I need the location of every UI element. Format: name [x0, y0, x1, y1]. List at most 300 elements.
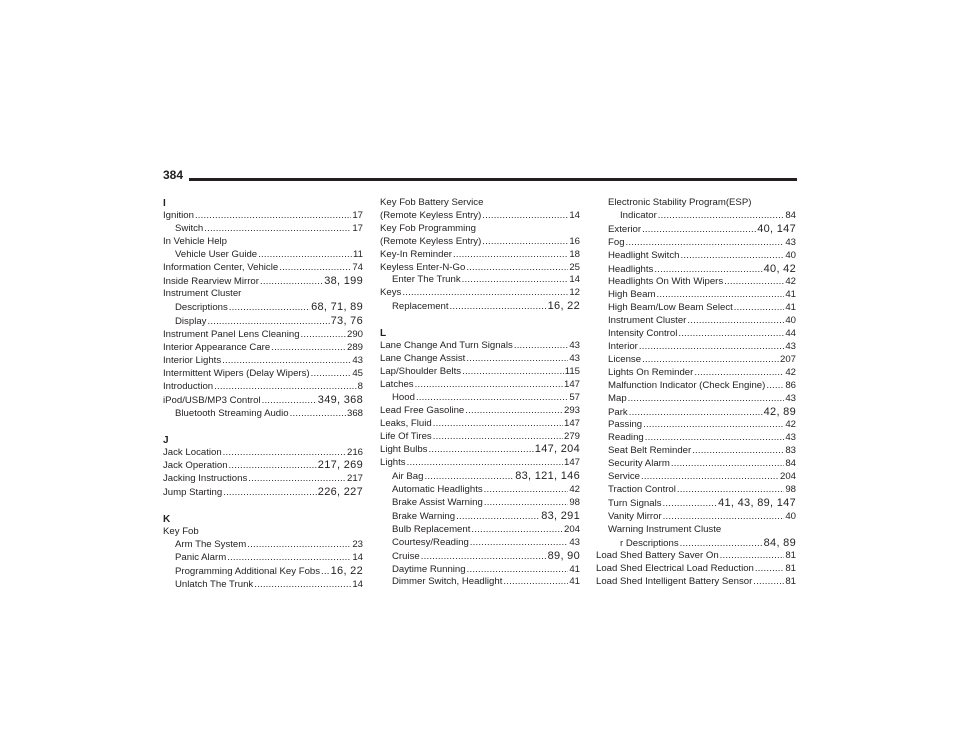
- entry-pages: 81: [785, 563, 796, 575]
- index-entry: [380, 274, 580, 287]
- entry-pages: 43: [569, 353, 580, 365]
- entry-pages: 84: [785, 209, 796, 221]
- index-column-1: [163, 197, 363, 592]
- entry-term: Introduction: [163, 380, 214, 392]
- entry-term: Reading: [608, 432, 644, 444]
- entry-term: High Beam/Low Beam Select: [608, 302, 733, 314]
- entry-pages: 57: [569, 391, 580, 403]
- index-entry: [596, 328, 796, 341]
- index-entry: [596, 406, 796, 420]
- entry-term: Bulb Replacement: [392, 523, 471, 535]
- entry-term: Courtesy/Reading: [392, 536, 469, 548]
- entry-term: Lap/Shoulder Belts: [380, 365, 462, 377]
- entry-pages: 147: [563, 378, 580, 390]
- entry-pages: 16, 22: [330, 564, 363, 577]
- entry-pages: 14: [569, 209, 580, 221]
- index-column-3: [596, 197, 796, 589]
- entry-pages: 43: [785, 236, 796, 248]
- entry-term: Indicator: [620, 209, 657, 221]
- entry-term: Key-In Reminder: [380, 248, 452, 260]
- entry-pages: 23: [352, 539, 363, 551]
- entry-term: Lights: [380, 457, 406, 469]
- entry-term: (Remote Keyless Entry): [380, 209, 482, 221]
- entry-pages: 41, 43, 89, 147: [718, 496, 796, 509]
- index-entry: [596, 419, 796, 432]
- dot-leader: [503, 576, 568, 589]
- entry-pages: 349, 368: [317, 393, 363, 406]
- dot-leader: [271, 342, 346, 355]
- index-entry: [596, 341, 796, 354]
- index-entry: [380, 497, 580, 510]
- entry-pages: 44: [785, 328, 796, 340]
- entry-term: Intermittent Wipers (Delay Wipers): [163, 367, 310, 379]
- dot-leader: [290, 408, 346, 421]
- entry-pages: 17: [352, 210, 363, 221]
- entry-term: (Remote Keyless Entry): [380, 235, 482, 247]
- dot-leader: [248, 473, 346, 486]
- entry-term: Passing: [608, 419, 643, 431]
- entry-term: Interior Appearance Care: [163, 342, 271, 354]
- index-entry: [163, 408, 363, 421]
- entry-pages: 42: [785, 419, 796, 431]
- entry-pages: 290: [346, 329, 363, 341]
- index-entry: [380, 564, 580, 577]
- entry-pages: 98: [569, 497, 580, 509]
- dot-leader: [470, 537, 569, 550]
- entry-term: Jacking Instructions: [163, 473, 248, 485]
- entry-term: Bluetooth Streaming Audio: [175, 407, 289, 419]
- entry-pages: 43: [785, 392, 796, 404]
- index-entry: [163, 223, 363, 236]
- index-entry: [596, 223, 796, 237]
- dot-leader: [663, 511, 785, 524]
- entry-pages: 98: [785, 483, 796, 495]
- entry-pages: 204: [563, 523, 580, 535]
- index-entry: [596, 432, 796, 445]
- index-heading: Key Fob Battery Service: [380, 197, 484, 208]
- index-entry: [596, 576, 796, 589]
- dot-leader: [645, 432, 785, 445]
- entry-pages: 14: [352, 551, 363, 563]
- entry-pages: 45: [352, 367, 363, 379]
- dot-leader: [629, 407, 763, 420]
- entry-pages: 43: [569, 536, 580, 548]
- dot-leader: [258, 249, 352, 262]
- dot-leader: [321, 566, 330, 579]
- dot-leader: [415, 379, 563, 392]
- index-entry: [163, 355, 363, 368]
- entry-pages: 11: [353, 248, 363, 260]
- entry-term: Switch: [175, 222, 204, 234]
- entry-term: Keyless Enter-N-Go: [380, 261, 466, 273]
- dot-leader: [482, 236, 568, 249]
- entry-term: Dimmer Switch, Headlight: [392, 576, 503, 588]
- entry-term: Fog: [608, 236, 625, 248]
- entry-term: Jack Location: [163, 446, 222, 458]
- index-entry: [163, 210, 363, 223]
- dot-leader: [471, 524, 563, 537]
- dot-leader: [514, 340, 569, 353]
- entry-term: Interior Lights: [163, 354, 222, 366]
- entry-term: Jump Starting: [163, 487, 223, 499]
- index-entry: [596, 250, 796, 263]
- index-entry: [596, 511, 796, 524]
- dot-leader: [484, 484, 569, 497]
- entry-pages: 83, 121, 146: [515, 470, 580, 483]
- index-entry: [596, 537, 796, 551]
- entry-pages: 147, 204: [534, 443, 580, 456]
- index-entry: [163, 368, 363, 381]
- index-entry: [163, 539, 363, 552]
- dot-leader: [433, 418, 563, 431]
- entry-term: Display: [175, 316, 207, 328]
- index-entry: [596, 380, 796, 393]
- entry-term: Latches: [380, 378, 414, 390]
- entry-pages: 43: [785, 432, 796, 444]
- entry-term: Park: [608, 406, 628, 418]
- dot-leader: [223, 487, 317, 500]
- entry-term: Instrument Panel Lens Cleaning: [163, 329, 300, 341]
- dot-leader: [639, 341, 784, 354]
- index-entry: [596, 315, 796, 328]
- entry-term: Intensity Control: [608, 328, 678, 340]
- header-rule: [189, 178, 797, 181]
- entry-term: Headlights: [608, 263, 654, 275]
- index-entry: [380, 431, 580, 444]
- entry-pages: 18: [569, 248, 580, 260]
- entry-term: Jack Operation: [163, 460, 228, 472]
- index-entry: [596, 302, 796, 315]
- index-entry: [596, 263, 796, 277]
- entry-term: Leaks, Fluid: [380, 417, 432, 429]
- index-entry: [380, 443, 580, 457]
- entry-pages: 8: [357, 380, 363, 392]
- entry-pages: 115: [564, 365, 580, 377]
- dot-leader: [279, 262, 351, 275]
- index-entry: [380, 524, 580, 537]
- entry-pages: 217, 269: [317, 459, 363, 472]
- index-heading: In Vehicle Help: [163, 235, 227, 247]
- entry-pages: 204: [779, 471, 796, 483]
- entry-pages: 40: [785, 510, 796, 522]
- index-entry: [163, 301, 363, 315]
- dot-leader: [204, 223, 351, 236]
- dot-leader: [694, 367, 784, 380]
- index-entry: [163, 315, 363, 329]
- entry-term: Turn Signals: [608, 497, 662, 509]
- dot-leader: [680, 250, 784, 263]
- entry-pages: 81: [785, 576, 796, 588]
- entry-term: Exterior: [608, 223, 642, 235]
- dot-leader: [642, 224, 756, 237]
- dot-leader: [753, 576, 784, 589]
- entry-pages: 17: [352, 222, 363, 234]
- dot-leader: [755, 563, 784, 576]
- index-entry: [596, 289, 796, 302]
- dot-leader: [462, 366, 564, 379]
- index-entry: [380, 353, 580, 366]
- index-entry: [163, 394, 363, 408]
- section-letter: J: [163, 434, 169, 446]
- entry-term: Keys: [380, 287, 402, 299]
- index-heading: Instrument Cluster: [163, 288, 242, 300]
- entry-term: Lead Free Gasoline: [380, 404, 465, 416]
- entry-pages: 42: [785, 276, 796, 288]
- index-entry: [596, 563, 796, 576]
- entry-term: Panic Alarm: [175, 551, 227, 563]
- entry-pages: 14: [569, 274, 580, 286]
- dot-leader: [195, 210, 351, 223]
- index-entry: [163, 459, 363, 473]
- entry-pages: 84: [785, 458, 796, 470]
- entry-pages: 40: [785, 249, 796, 261]
- index-entry: [380, 210, 580, 223]
- entry-pages: 84, 89: [763, 536, 796, 549]
- dot-leader: [734, 302, 785, 315]
- dot-leader: [207, 316, 329, 329]
- dot-leader: [766, 380, 784, 393]
- entry-pages: 25: [569, 261, 580, 273]
- entry-term: Instrument Cluster: [608, 315, 687, 327]
- index-entry: [380, 405, 580, 418]
- entry-term: Service: [608, 471, 640, 483]
- index-entry: [380, 236, 580, 249]
- index-entry: [596, 210, 796, 223]
- entry-pages: 42, 89: [763, 405, 796, 418]
- dot-leader: [466, 353, 568, 366]
- dot-leader: [428, 444, 533, 457]
- entry-term: Headlights On With Wipers: [608, 276, 724, 288]
- entry-pages: 279: [563, 430, 580, 442]
- entry-pages: 289: [346, 342, 363, 354]
- entry-term: Lights On Reminder: [608, 366, 694, 378]
- index-entry: [380, 366, 580, 379]
- entry-term: Vehicle User Guide: [175, 248, 258, 260]
- entry-term: Vanity Mirror: [608, 510, 662, 522]
- section-letter: K: [163, 514, 171, 526]
- entry-term: License: [608, 353, 642, 365]
- entry-pages: 16: [569, 235, 580, 247]
- section-gap: [163, 500, 363, 513]
- dot-leader: [262, 395, 317, 408]
- index-entry: [596, 497, 796, 511]
- page-number: 384: [163, 168, 184, 182]
- index-entry: [380, 576, 580, 589]
- entry-pages: 16, 22: [547, 300, 580, 313]
- entry-pages: 41: [569, 563, 580, 575]
- entry-term: Arm The System: [175, 539, 247, 551]
- dot-leader: [229, 302, 310, 315]
- entry-pages: 42: [569, 484, 580, 496]
- entry-pages: 43: [352, 354, 363, 366]
- index-entry: [380, 392, 580, 405]
- index-entry: [596, 471, 796, 484]
- index-entry: [163, 275, 363, 289]
- dot-leader: [465, 405, 563, 418]
- entry-term: Brake Warning: [392, 510, 456, 522]
- index-entry: [596, 237, 796, 250]
- dot-leader: [466, 262, 568, 275]
- index-entry: [596, 550, 796, 563]
- entry-term: Light Bulbs: [380, 444, 428, 456]
- entry-pages: 86: [785, 379, 796, 391]
- dot-leader: [247, 539, 351, 552]
- dot-leader: [680, 538, 763, 551]
- dot-leader: [229, 460, 317, 473]
- dot-leader: [654, 264, 762, 277]
- dot-leader: [222, 355, 351, 368]
- index-entry: [163, 447, 363, 460]
- dot-leader: [628, 393, 785, 406]
- entry-term: Lane Change And Turn Signals: [380, 340, 513, 352]
- entry-pages: 226, 227: [317, 486, 363, 499]
- index-entry: [380, 379, 580, 392]
- entry-term: Unlatch The Trunk: [175, 578, 254, 590]
- index-entry: [380, 537, 580, 550]
- entry-term: Life Of Tires: [380, 430, 432, 442]
- index-entry: [380, 262, 580, 275]
- dot-leader: [402, 287, 568, 300]
- index-heading: Warning Instrument Cluste: [608, 523, 722, 535]
- entry-pages: 12: [569, 287, 580, 299]
- entry-pages: 40, 42: [763, 262, 796, 275]
- dot-leader: [416, 392, 568, 405]
- entry-term: Load Shed Intelligent Battery Sensor: [596, 576, 753, 588]
- index-entry: [596, 393, 796, 406]
- entry-pages: 68, 71, 89: [311, 301, 363, 314]
- index-entry: [163, 565, 363, 579]
- dot-leader: [663, 498, 718, 511]
- entry-term: Information Center, Vehicle: [163, 261, 279, 273]
- entry-pages: 217: [346, 473, 363, 485]
- dot-leader: [453, 249, 568, 262]
- index-entry: [163, 579, 363, 592]
- index-entry: [380, 510, 580, 524]
- index-entry: [163, 473, 363, 486]
- dot-leader: [260, 276, 323, 289]
- index-entry: [380, 300, 580, 314]
- dot-leader: [254, 579, 351, 592]
- dot-leader: [658, 210, 785, 223]
- index-entry: [380, 484, 580, 497]
- entry-term: Lane Change Assist: [380, 353, 466, 365]
- section-gap: [380, 314, 580, 327]
- index-entry: [596, 354, 796, 367]
- entry-pages: 40: [785, 315, 796, 327]
- index-entry: [380, 287, 580, 300]
- index-entry: [163, 249, 363, 262]
- entry-term: Seat Belt Reminder: [608, 445, 692, 457]
- index-heading: Key Fob Programming: [380, 222, 476, 234]
- index-entry: [596, 484, 796, 497]
- entry-term: Descriptions: [175, 302, 228, 314]
- index-entry: [163, 552, 363, 565]
- dot-leader: [467, 564, 569, 577]
- entry-pages: 74: [352, 261, 363, 273]
- entry-pages: 83, 291: [541, 509, 580, 522]
- entry-term: Replacement: [392, 301, 449, 313]
- dot-leader: [484, 497, 569, 510]
- dot-leader: [671, 458, 784, 471]
- entry-term: Programming Additional Key Fobs: [175, 565, 321, 577]
- entry-term: r Descriptions: [620, 537, 679, 549]
- dot-leader: [724, 276, 784, 289]
- entry-term: Load Shed Battery Saver On: [596, 550, 719, 562]
- entry-pages: 89, 90: [547, 549, 580, 562]
- index-entry: [596, 367, 796, 380]
- dot-leader: [642, 354, 779, 367]
- section-gap: [163, 421, 363, 434]
- dot-leader: [462, 274, 569, 287]
- entry-term: iPod/USB/MP3 Control: [163, 394, 261, 406]
- entry-pages: 42: [785, 366, 796, 378]
- entry-term: Map: [608, 392, 627, 404]
- entry-term: Brake Assist Warning: [392, 497, 483, 509]
- dot-leader: [626, 237, 785, 250]
- index-entry: [380, 418, 580, 431]
- index-entry: [380, 457, 580, 470]
- dot-leader: [456, 511, 540, 524]
- dot-leader: [407, 457, 563, 470]
- entry-pages: 43: [785, 340, 796, 352]
- entry-term: Headlight Switch: [608, 249, 680, 261]
- dot-leader: [311, 368, 352, 381]
- entry-pages: 41: [785, 302, 796, 314]
- entry-pages: 207: [779, 353, 796, 365]
- dot-leader: [643, 419, 784, 432]
- index-entry: [163, 329, 363, 342]
- entry-term: Malfunction Indicator (Check Engine): [608, 379, 766, 391]
- entry-term: Enter The Trunk: [392, 274, 461, 286]
- entry-pages: 38, 199: [324, 274, 363, 287]
- entry-term: High Beam: [608, 289, 656, 301]
- index-entry: [596, 276, 796, 289]
- index-entry: [380, 340, 580, 353]
- dot-leader: [687, 315, 784, 328]
- dot-leader: [421, 551, 547, 564]
- index-entry: [380, 249, 580, 262]
- dot-leader: [450, 301, 547, 314]
- entry-pages: 147: [563, 457, 580, 469]
- entry-pages: 43: [569, 340, 580, 352]
- entry-term: Inside Rearview Mirror: [163, 275, 259, 287]
- section-letter: L: [380, 328, 387, 340]
- entry-pages: 41: [785, 289, 796, 301]
- dot-leader: [433, 431, 563, 444]
- index-entry: [163, 486, 363, 500]
- entry-pages: 40, 147: [757, 222, 796, 235]
- section-letter: I: [163, 198, 166, 209]
- dot-leader: [692, 445, 784, 458]
- index-entry: [380, 470, 580, 484]
- entry-pages: 216: [346, 446, 363, 458]
- dot-leader: [223, 447, 346, 460]
- dot-leader: [641, 471, 779, 484]
- entry-pages: 293: [563, 404, 580, 416]
- dot-leader: [482, 210, 568, 223]
- index-entry: [380, 550, 580, 564]
- dot-leader: [424, 471, 514, 484]
- entry-pages: 81: [785, 550, 796, 562]
- dot-leader: [301, 329, 346, 342]
- entry-term: Automatic Headlights: [392, 484, 483, 496]
- entry-pages: 14: [352, 578, 363, 590]
- entry-term: Security Alarm: [608, 458, 670, 470]
- entry-pages: 147: [563, 417, 580, 429]
- entry-pages: 41: [569, 576, 580, 588]
- dot-leader: [720, 550, 785, 563]
- entry-pages: 368: [346, 407, 363, 419]
